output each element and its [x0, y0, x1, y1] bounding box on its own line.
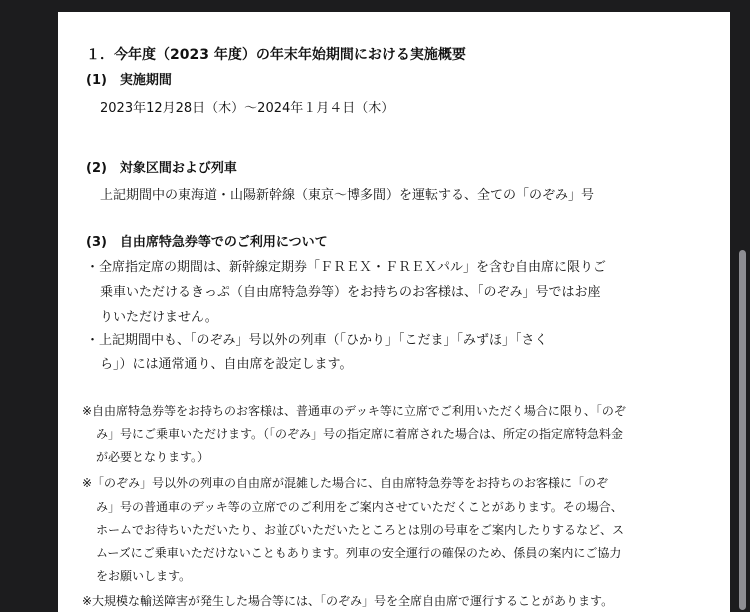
bullet-line: 乗車いただけるきっぷ（自由席特急券等）をお持ちのお客様は、「のぞみ」号ではお座 [100, 285, 601, 300]
bullet-line: りいただけません。 [100, 310, 218, 325]
note-line: ホームでお待ちいただいたり、お並びいただいたところとは別の号車をご案内したりするなど、ス [96, 523, 625, 537]
period-text: 2023年12月28日（木）～2024年１月４日（木） [100, 101, 395, 116]
trains-text: 上記期間中の東海道・山陽新幹線（東京～博多間）を運転する、全ての「のぞみ」号 [100, 188, 595, 203]
note-line: ※大規模な輸送障害が発生した場合等には、「のぞみ」号を全席自由席で運行することがあります。 [82, 594, 614, 608]
bullet-line: ・全席指定席の期間は、新幹線定期券「ＦＲＥＸ・ＦＲＥＸパル」を含む自由席に限りご [86, 260, 607, 275]
note-line: が必要となります。） [96, 450, 210, 464]
bullet-line: ら」）には通常通り、自由席を設定します。 [100, 357, 353, 372]
subsection-title-unreserved: (3) 自由席特急券等でのご利用について [86, 235, 328, 250]
note-line: み」号にご乗車いただけます。（「のぞみ」号の指定席に着席された場合は、所定の指定席特急料金 [96, 427, 624, 441]
note-line: ※自由席特急券等をお持ちのお客様は、普通車のデッキ等に立席でご利用いただく場合に限り、「のぞ [82, 404, 626, 418]
section-heading: １．今年度（2023 年度）の年末年始期間における実施概要 [86, 47, 466, 63]
subsection-title-trains: (2) 対象区間および列車 [86, 161, 237, 176]
note-line: み」号の普通車のデッキ等の立席でのご利用をご案内させていただくことがあります。その場合、 [96, 500, 623, 514]
subsection-title-period: (1) 実施期間 [86, 73, 172, 88]
note-line: ムーズにご乗車いただけないこともあります。列車の安全運行の確保のため、係員の案内にご協力 [96, 546, 622, 560]
scrollbar[interactable] [739, 250, 746, 610]
document-page [58, 12, 730, 612]
bullet-line: ・上記期間中も、「のぞみ」号以外の列車（「ひかり」「こだま」「みずほ」「さく [86, 333, 548, 348]
note-line: をお願いします。 [96, 569, 192, 583]
note-line: ※「のぞみ」号以外の列車の自由席が混雑した場合に、自由席特急券等をお持ちのお客様に「のぞ [82, 476, 609, 490]
